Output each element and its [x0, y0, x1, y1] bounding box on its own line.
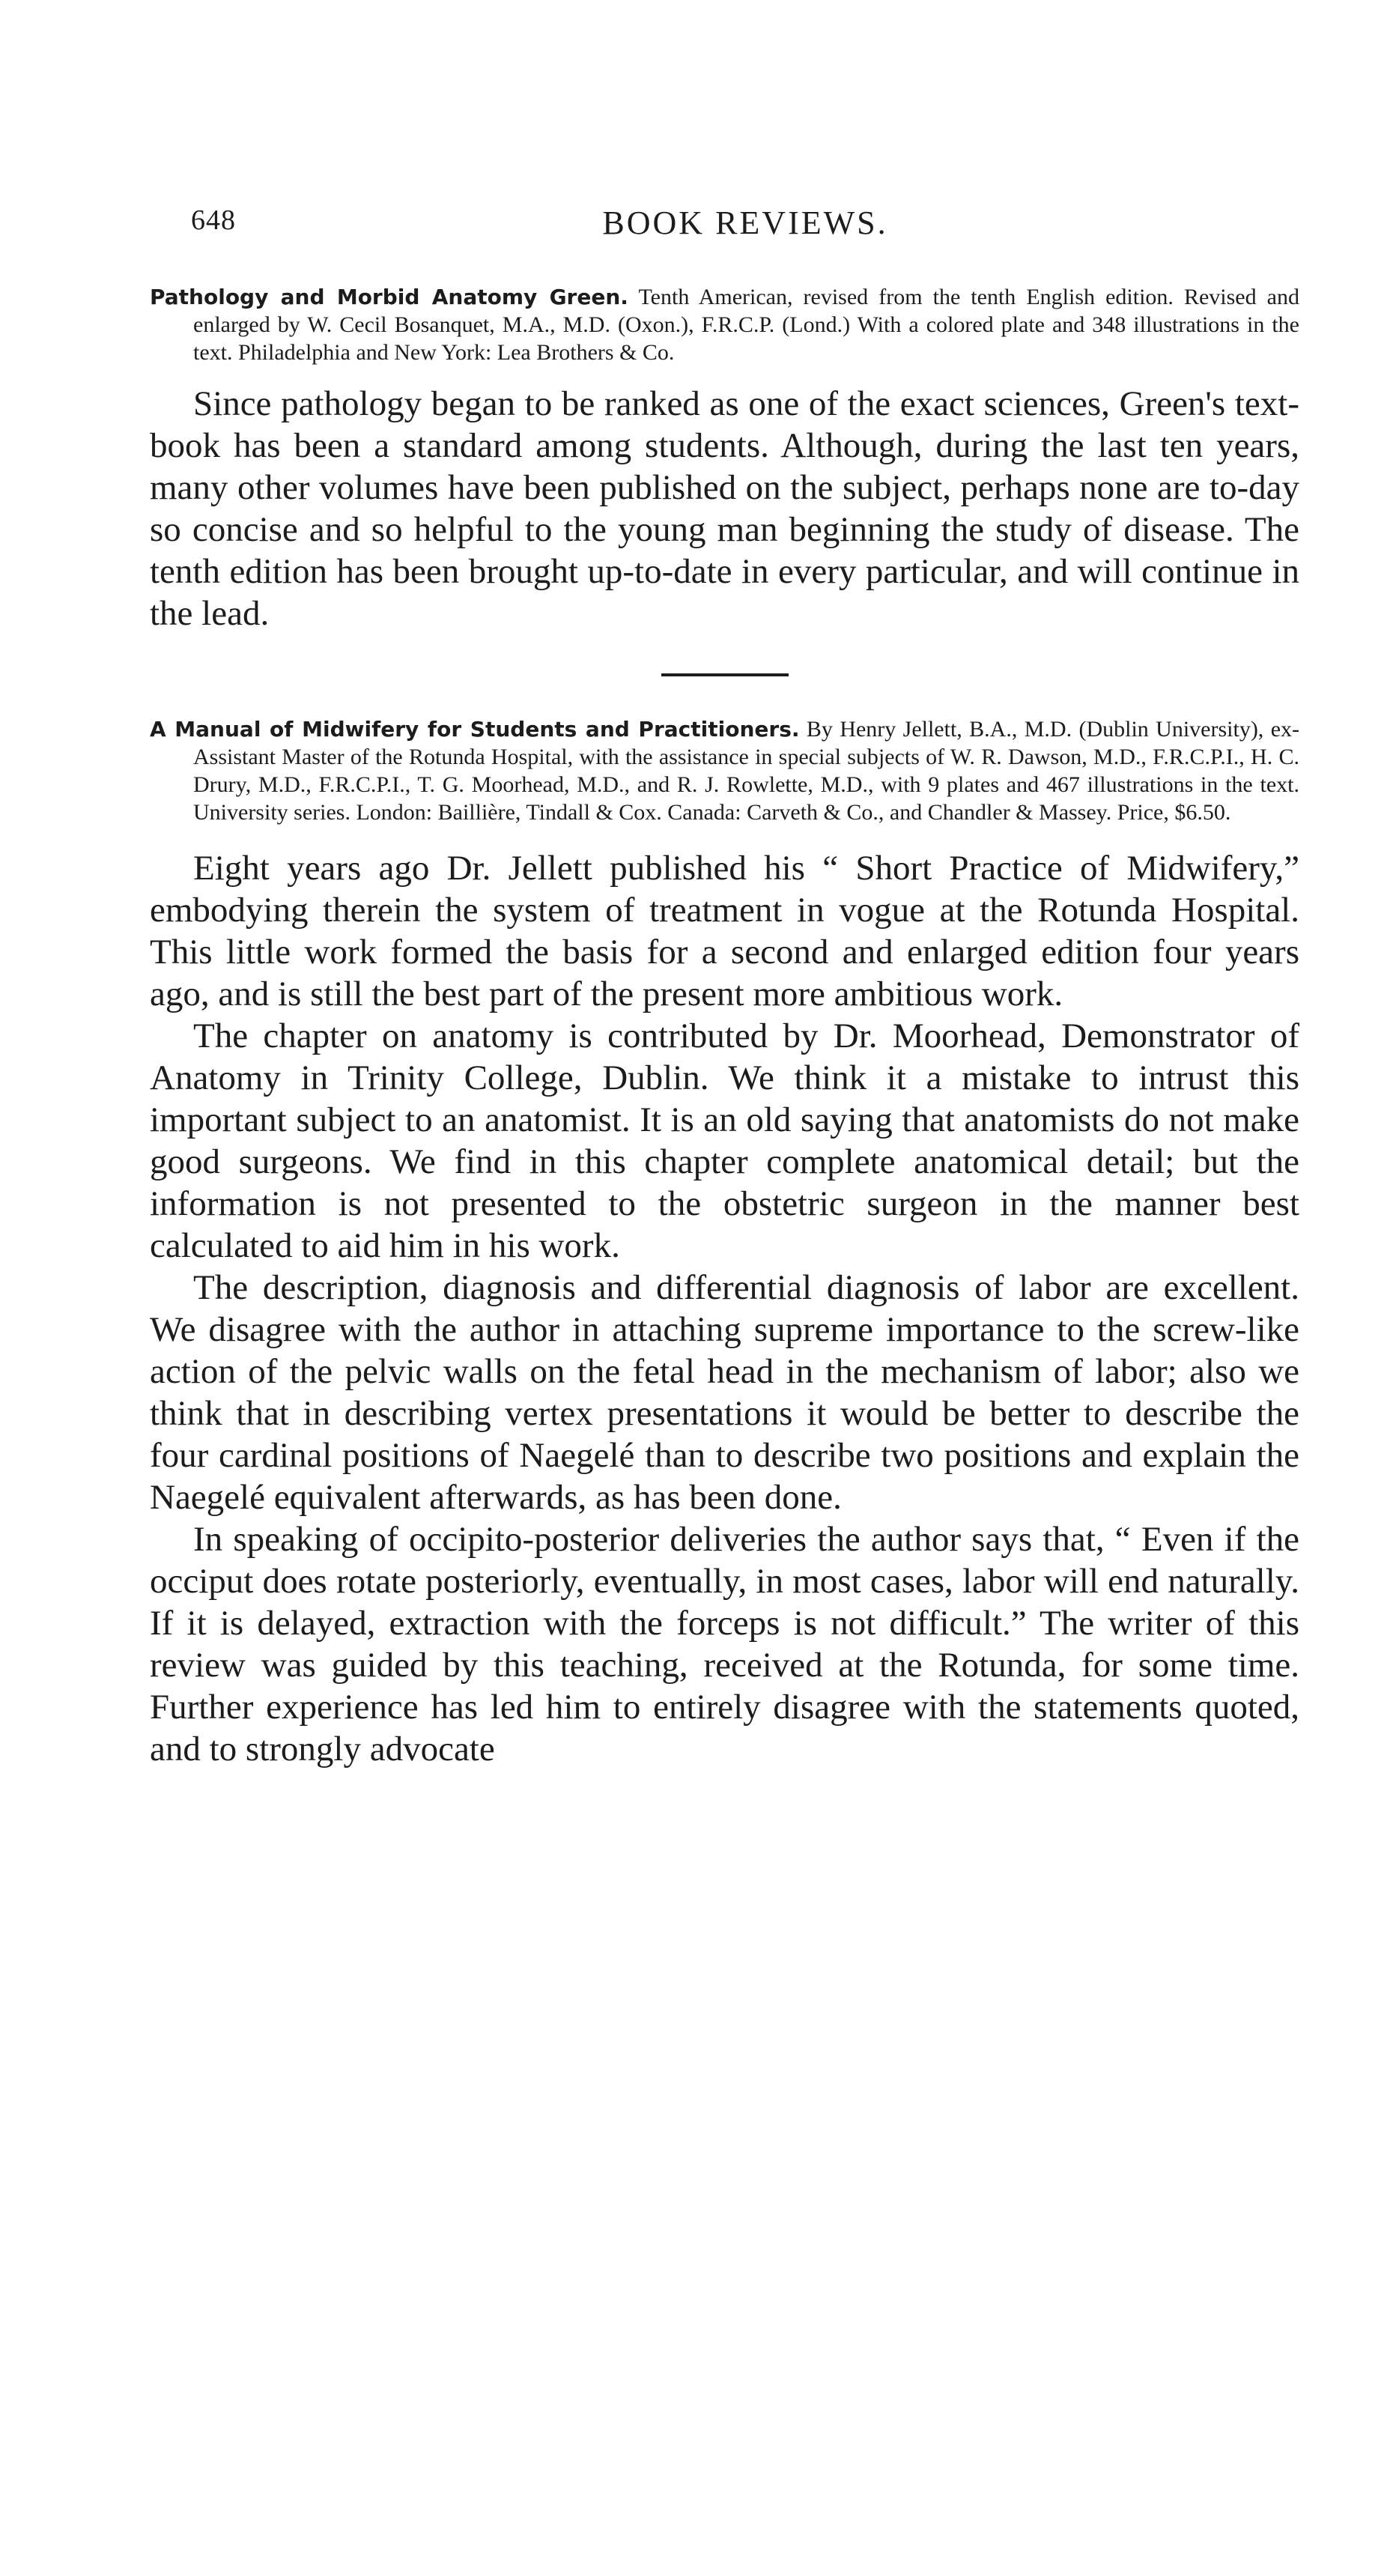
citation-title: Pathology and Morbid Anatomy Green. — [150, 285, 628, 309]
review-pathology — [150, 283, 1299, 634]
review-citation — [150, 283, 1299, 366]
review-midwifery — [150, 715, 1299, 1770]
review-citation — [150, 715, 1299, 826]
page-header — [191, 204, 1299, 249]
section-divider — [661, 673, 789, 676]
review-paragraph: In speaking of occipito-posterior deliveries the author says that, “ Even if the occiput does rotate posteriorly, eventually, in most cases, labor will end naturally. If it is delayed, extraction with the forceps is not difficult.” The writer of this review was guided by this teaching, received at the Rotunda, for some time. Further experience has led him to entirely disagree with the statements quoted, and to strongly advocate — [150, 1520, 1299, 1769]
page-number: 648 — [191, 204, 236, 236]
citation-details: By Henry Jellett, B.A., M.D. (Dublin University), ex-Assistant Master of the Rotunda Hospital, with the assistance in special subjects of W. R. Dawson, M.D., F.R.C.P.I., H. C. Drury, M.D., F.R.C.P.I., T. G. Moorhead, M.D., and R. J. Rowlette, M.D., with 9 plates and 467 illustrations in the text. University series. London: Baillière, Tindall & Cox. Canada: Carveth & Co., and Chandler & Massey. Price, $6.50. — [193, 717, 1299, 825]
page-content — [150, 283, 1299, 1770]
review-paragraph: Eight years ago Dr. Jellett published his “ Short Practice of Midwifery,” embodying therein the system of treatment in vogue at the Rotunda Hospital. This little work formed the basis for a second and enlarged edition four years ago, and is still the best part of the present more ambitious work. — [150, 849, 1299, 1013]
citation-title: A Manual of Midwifery for Students and Practitioners. — [150, 717, 800, 742]
running-title: BOOK REVIEWS. — [602, 204, 888, 241]
review-paragraph: The chapter on anatomy is contributed by Dr. Moorhead, Demonstrator of Anatomy in Trinity College, Dublin. We think it a mistake to intrust this important subject to an anatomist. It is an old saying that anatomists do not make good surgeons. We find in this chapter complete anatomical detail; but the information is not presented to the obstetric surgeon in the manner best calculated to aid him in his work. — [150, 1016, 1299, 1265]
review-paragraph: The description, diagnosis and differential diagnosis of labor are excellent. We disagree with the author in attaching supreme importance to the screw-like action of the pelvic walls on the fetal head in the mechanism of labor; also we think that in describing vertex presentations it would be better to describe the four cardinal positions of Naegelé than to describe two positions and explain the Naegelé equivalent afterwards, as has been done. — [150, 1268, 1299, 1517]
review-paragraph: Since pathology began to be ranked as one of the exact sciences, Green's text-book has been a standard among students. Although, during the last ten years, many other volumes have been published on the subject, perhaps none are to-day so concise and so helpful to the young man beginning the study of disease. The tenth edition has been brought up-to-date in every particular, and will continue in the lead. — [150, 384, 1299, 633]
citation-details: Tenth American, revised from the tenth English edition. Revised and enlarged by W. Cecil Bosanquet, M.A., M.D. (Oxon.), F.R.C.P. (Lond.) With a colored plate and 348 illustrations in the text. Philadelphia and New York: Lea Brothers & Co. — [193, 285, 1299, 365]
